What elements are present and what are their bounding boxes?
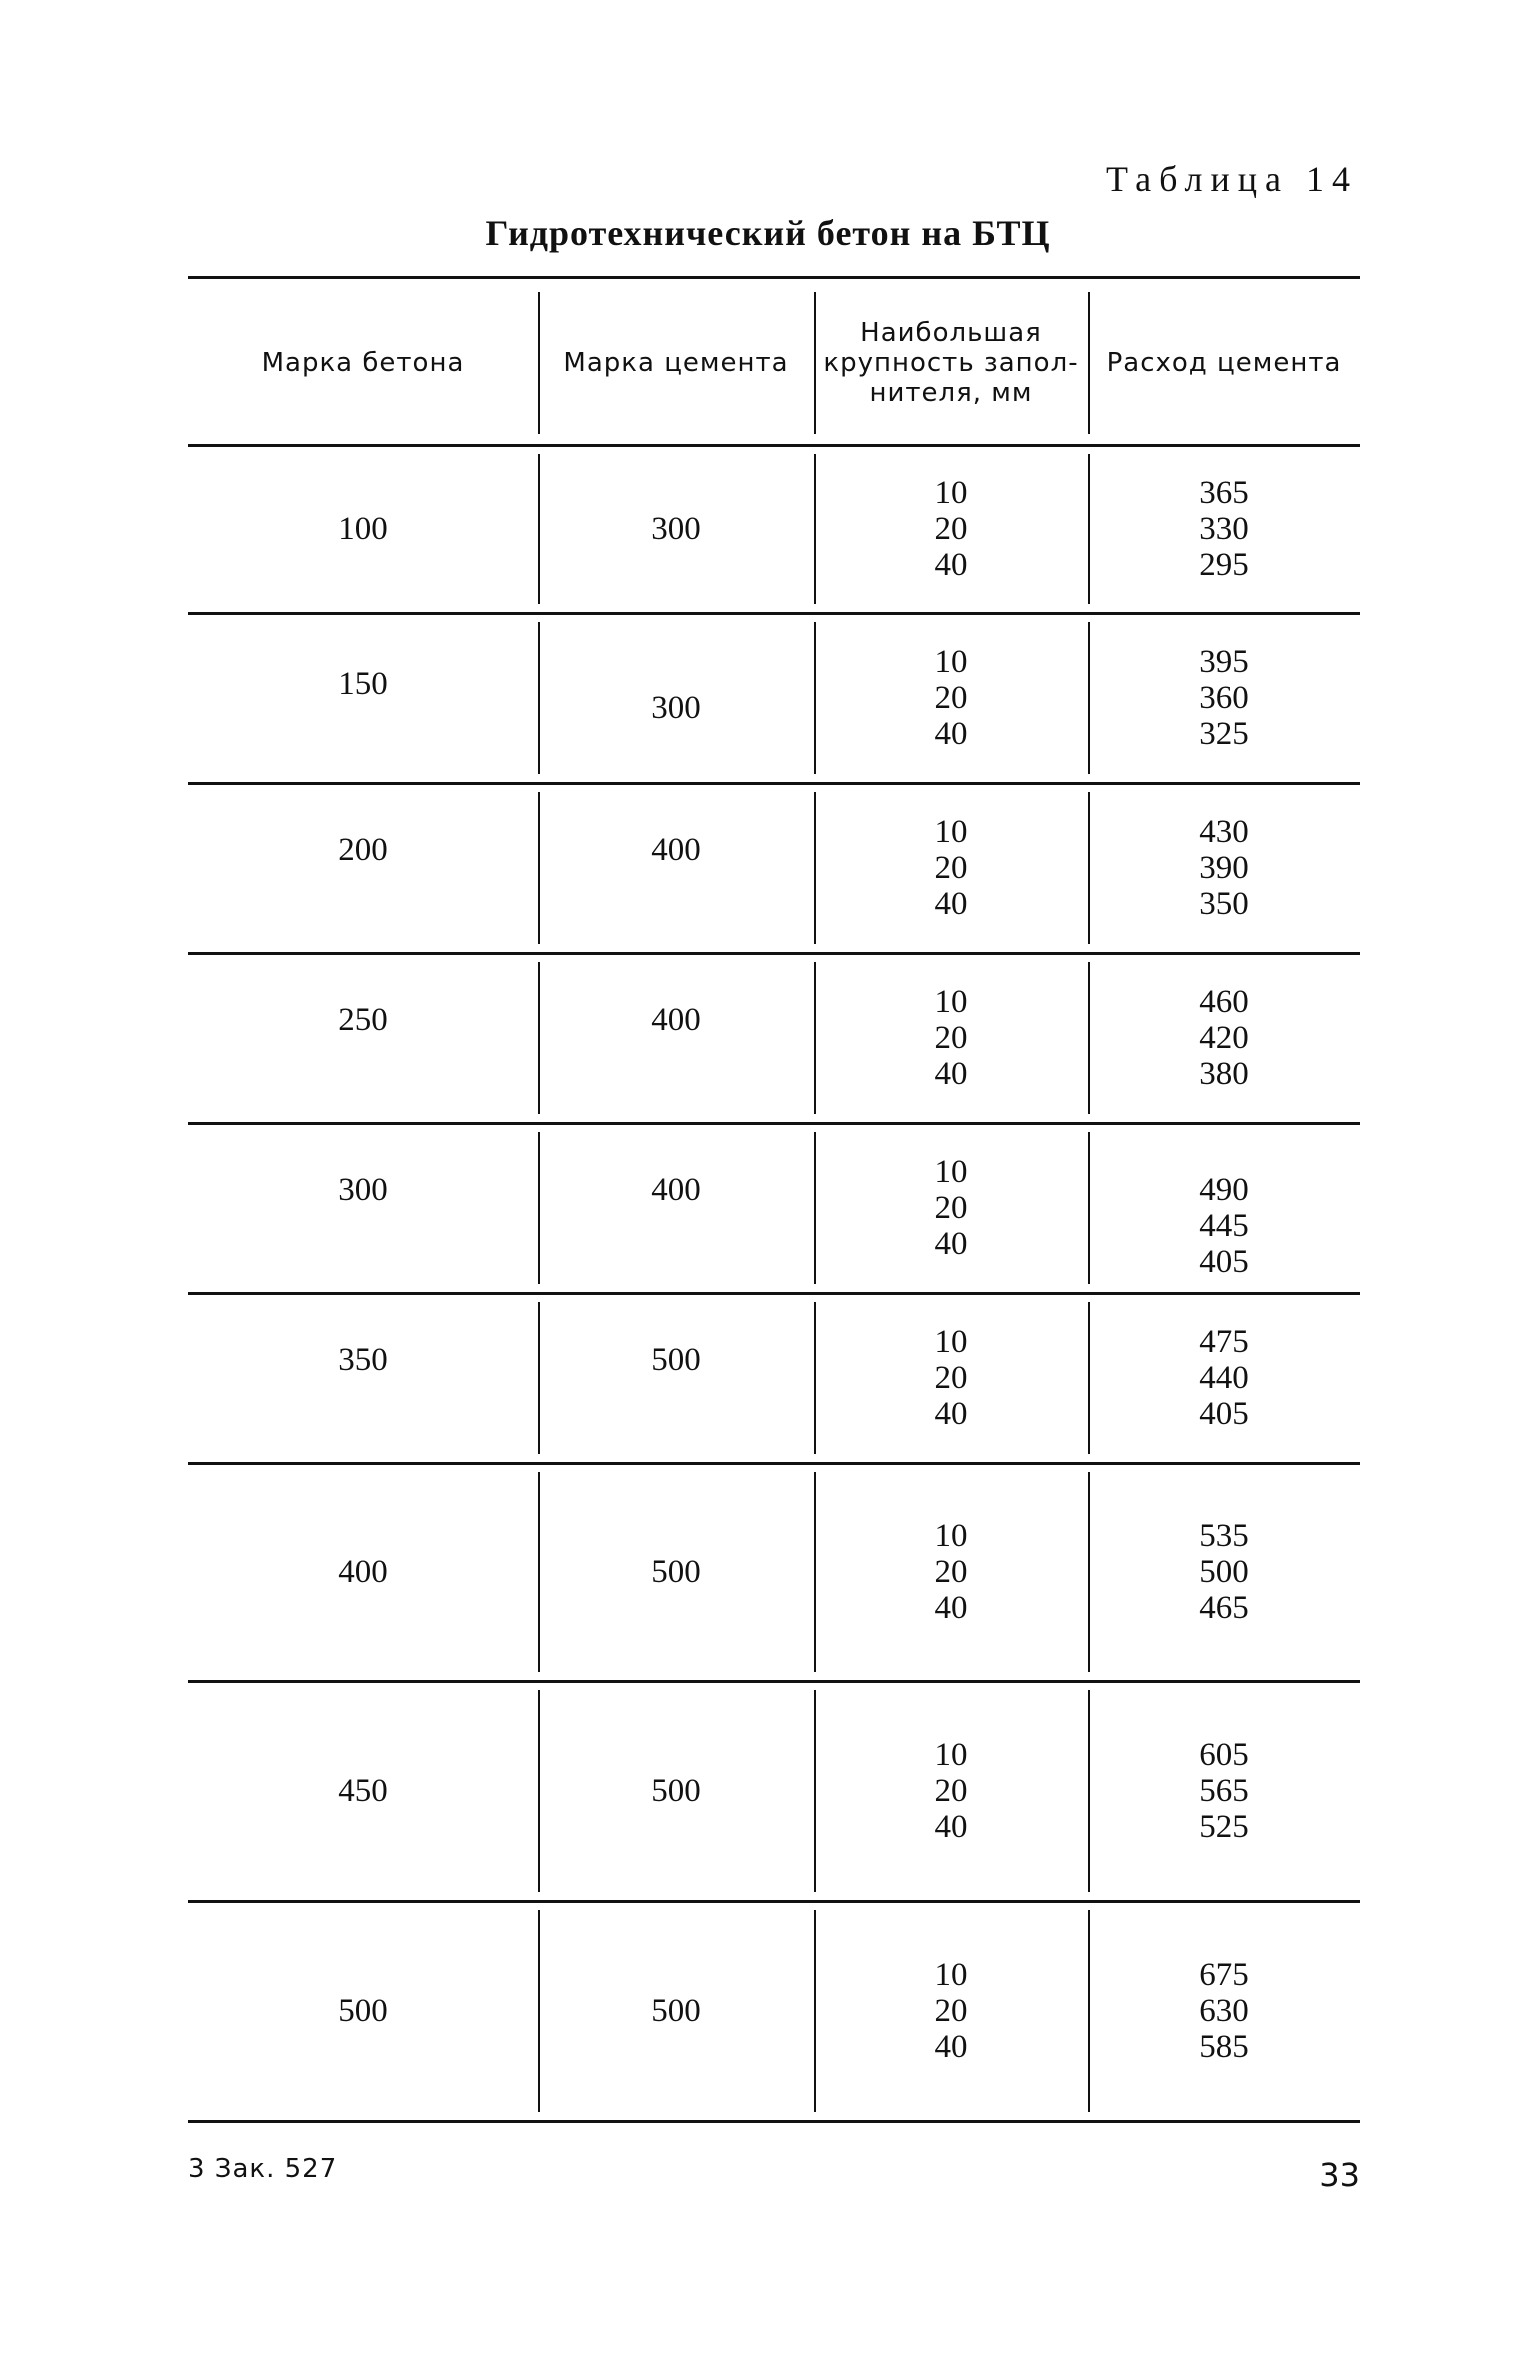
- cement-grade-cell: 400: [651, 1172, 701, 1208]
- cement-consumption-value: 360: [1199, 680, 1249, 716]
- aggregate-size-value: 10: [934, 1737, 968, 1773]
- cement-consumption-cell: [1088, 1466, 1360, 1678]
- aggregate-size-value: 10: [934, 1957, 968, 1993]
- cement-consumption-value: 565: [1199, 1773, 1249, 1809]
- cement-consumption-value: 500: [1199, 1554, 1249, 1590]
- table-row: [188, 956, 1360, 1120]
- aggregate-size-value: 10: [934, 814, 968, 850]
- header-cement-grade: Марка цемента: [563, 348, 789, 378]
- cement-consumption-value: 395: [1199, 644, 1249, 680]
- row-rule: [188, 1680, 1360, 1683]
- table-row: [188, 448, 1360, 610]
- cement-consumption-value: 630: [1199, 1993, 1249, 2029]
- cement-consumption-value: 350: [1199, 886, 1249, 922]
- aggregate-size-value: 10: [934, 1518, 968, 1554]
- aggregate-size-cell: [814, 1466, 1088, 1678]
- header-aggregate-size-line: Наибольшая: [860, 318, 1042, 348]
- aggregate-size-value: 20: [934, 1360, 968, 1396]
- cement-consumption-value: 405: [1199, 1244, 1249, 1280]
- row-rule: [188, 1462, 1360, 1465]
- table-row: [188, 786, 1360, 950]
- aggregate-size-value: 20: [934, 1020, 968, 1056]
- aggregate-size-value: 40: [934, 547, 968, 583]
- row-rule: [188, 612, 1360, 615]
- cement-consumption-value: 325: [1199, 716, 1249, 752]
- cement-consumption-cell: [1088, 448, 1360, 610]
- concrete-grade-cell: 400: [338, 1554, 388, 1590]
- aggregate-size-value: 20: [934, 1773, 968, 1809]
- page-number: 33: [1319, 2156, 1360, 2194]
- cement-grade-cell: 400: [651, 1002, 701, 1038]
- cement-consumption-cell: [1088, 786, 1360, 950]
- aggregate-size-value: 40: [934, 1809, 968, 1845]
- cement-grade-cell: 300: [651, 690, 701, 726]
- cement-consumption-value: 475: [1199, 1324, 1249, 1360]
- aggregate-size-cell: [814, 448, 1088, 610]
- aggregate-size-value: 20: [934, 511, 968, 547]
- table-row: [188, 1684, 1360, 1898]
- aggregate-size-value: 40: [934, 1226, 968, 1262]
- cement-consumption-value: 605: [1199, 1737, 1249, 1773]
- cement-consumption-cell: [1088, 1904, 1360, 2118]
- cement-grade-cell: 500: [651, 1773, 701, 1809]
- row-rule: [188, 1122, 1360, 1125]
- aggregate-size-cell: [814, 786, 1088, 950]
- cement-consumption-value: 430: [1199, 814, 1249, 850]
- cement-consumption-cell: [1088, 1126, 1360, 1290]
- aggregate-size-value: 10: [934, 984, 968, 1020]
- table-row: [188, 1466, 1360, 1678]
- aggregate-size-value: 20: [934, 1993, 968, 2029]
- cement-grade-cell: 300: [651, 511, 701, 547]
- concrete-grade-cell: 350: [338, 1342, 388, 1378]
- aggregate-size-value: 10: [934, 1324, 968, 1360]
- cement-consumption-value: 405: [1199, 1396, 1249, 1432]
- cement-consumption-cell: [1088, 616, 1360, 780]
- cement-consumption-value: 330: [1199, 511, 1249, 547]
- header-concrete-grade: Марка бетона: [261, 348, 465, 378]
- cement-consumption-value: 420: [1199, 1020, 1249, 1056]
- cement-consumption-value: 445: [1199, 1208, 1249, 1244]
- aggregate-size-value: 20: [934, 680, 968, 716]
- row-rule: [188, 1900, 1360, 1903]
- table-bottom-rule: [188, 2120, 1360, 2123]
- aggregate-size-value: 40: [934, 2029, 968, 2065]
- aggregate-size-value: 40: [934, 1590, 968, 1626]
- aggregate-size-value: 40: [934, 886, 968, 922]
- cement-consumption-value: 390: [1199, 850, 1249, 886]
- concrete-grade-cell: 100: [338, 511, 388, 547]
- header-cement-consumption: Расход цемента: [1106, 348, 1342, 378]
- aggregate-size-value: 40: [934, 1396, 968, 1432]
- cement-grade-cell: 500: [651, 1554, 701, 1590]
- cement-consumption-cell: [1088, 1296, 1360, 1460]
- aggregate-size-value: 20: [934, 1190, 968, 1226]
- row-rule: [188, 952, 1360, 955]
- order-note: 3 Зак. 527: [188, 2154, 338, 2184]
- concrete-grade-cell: 300: [338, 1172, 388, 1208]
- aggregate-size-value: 10: [934, 475, 968, 511]
- aggregate-size-value: 10: [934, 644, 968, 680]
- cement-grade-cell: 500: [651, 1993, 701, 2029]
- aggregate-size-cell: [814, 956, 1088, 1120]
- cement-consumption-value: 365: [1199, 475, 1249, 511]
- table-row: [188, 1296, 1360, 1460]
- cement-consumption-cell: [1088, 1684, 1360, 1898]
- concrete-grade-cell: 150: [338, 666, 388, 702]
- row-rule: [188, 1292, 1360, 1295]
- header-aggregate-size-line: крупность запол-: [823, 348, 1079, 378]
- cement-consumption-value: 490: [1199, 1172, 1249, 1208]
- cement-grade-cell: 500: [651, 1342, 701, 1378]
- aggregate-size-cell: [814, 1296, 1088, 1460]
- cement-consumption-value: 295: [1199, 547, 1249, 583]
- cement-consumption-value: 585: [1199, 2029, 1249, 2065]
- aggregate-size-value: 20: [934, 1554, 968, 1590]
- cement-consumption-value: 440: [1199, 1360, 1249, 1396]
- table-header-row: [188, 284, 1360, 442]
- cement-consumption-cell: [1088, 956, 1360, 1120]
- table-row: [188, 616, 1360, 780]
- aggregate-size-cell: [814, 1684, 1088, 1898]
- table-title: Гидротехнический бетон на БТЦ: [485, 213, 1051, 253]
- table-row: [188, 1904, 1360, 2118]
- table-label: Таблица 14: [1106, 159, 1358, 199]
- header-aggregate-size: [814, 284, 1088, 442]
- cement-consumption-value: 525: [1199, 1809, 1249, 1845]
- cement-consumption-value: 535: [1199, 1518, 1249, 1554]
- aggregate-size-cell: [814, 1904, 1088, 2118]
- cement-consumption-value: 380: [1199, 1056, 1249, 1092]
- concrete-grade-cell: 200: [338, 832, 388, 868]
- header-bottom-rule: [188, 444, 1360, 447]
- aggregate-size-value: 10: [934, 1154, 968, 1190]
- aggregate-size-cell: [814, 1126, 1088, 1290]
- concrete-grade-cell: 500: [338, 1993, 388, 2029]
- aggregate-size-value: 40: [934, 716, 968, 752]
- cement-grade-cell: 400: [651, 832, 701, 868]
- cement-consumption-value: 465: [1199, 1590, 1249, 1626]
- concrete-grade-cell: 450: [338, 1773, 388, 1809]
- cement-consumption-value: 460: [1199, 984, 1249, 1020]
- aggregate-size-cell: [814, 616, 1088, 780]
- table-top-rule: [188, 276, 1360, 279]
- aggregate-size-value: 40: [934, 1056, 968, 1092]
- table-row: [188, 1126, 1360, 1290]
- concrete-grade-cell: 250: [338, 1002, 388, 1038]
- aggregate-size-value: 20: [934, 850, 968, 886]
- cement-consumption-value: 675: [1199, 1957, 1249, 1993]
- header-aggregate-size-line: нителя, мм: [869, 378, 1033, 408]
- row-rule: [188, 782, 1360, 785]
